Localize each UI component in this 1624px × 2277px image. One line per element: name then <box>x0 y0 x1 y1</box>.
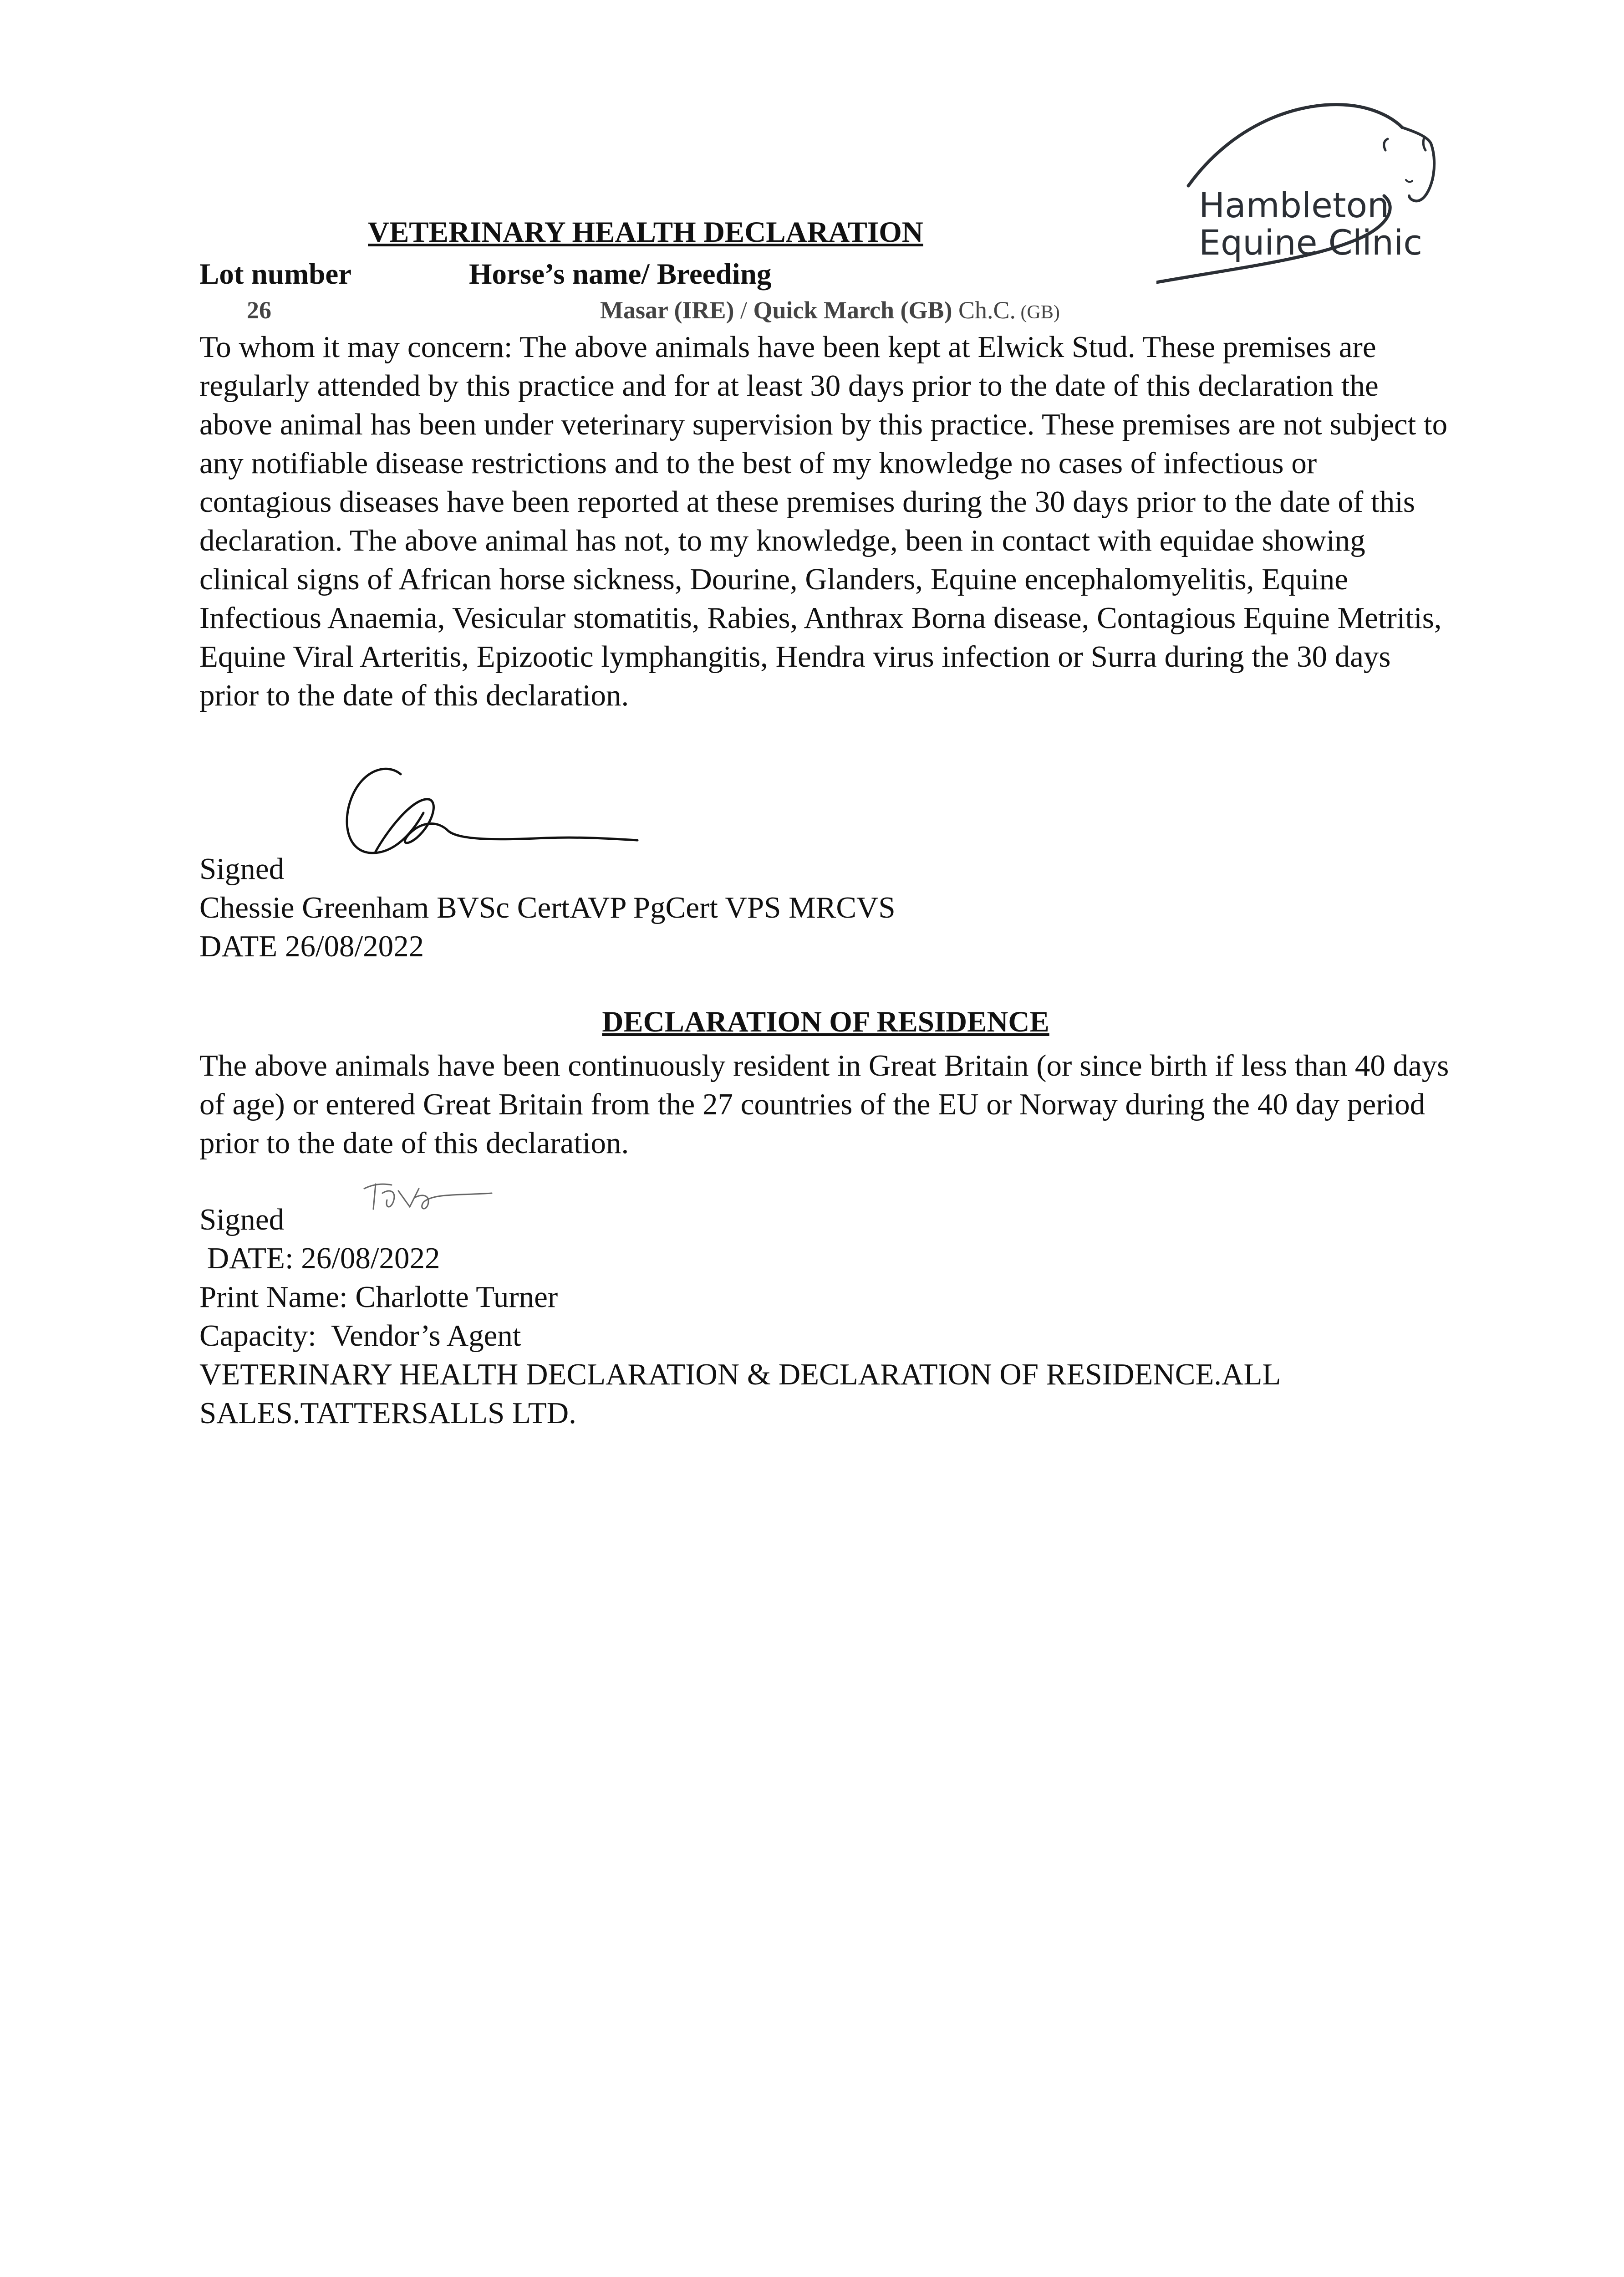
lot-number-value: 26 <box>247 296 271 324</box>
health-declaration-title: VETERINARY HEALTH DECLARATION <box>368 216 923 249</box>
breeding-separator: / <box>734 296 753 324</box>
horse-breeding <box>600 298 1060 322</box>
vet-signatory: Chessie Greenham BVSc CertAVP PgCert VPS MRCVS <box>199 891 896 924</box>
agent-signed-label: Signed <box>199 1203 285 1236</box>
footer-line-2: SALES.TATTERSALLS LTD. <box>199 1396 576 1430</box>
residence-declaration-title: DECLARATION OF RESIDENCE <box>602 1006 1049 1038</box>
horse-origin: (GB) <box>1016 302 1060 323</box>
vet-signature-image <box>332 754 651 872</box>
horse-colour: Ch.C. <box>952 296 1016 324</box>
vet-date: DATE 26/08/2022 <box>199 929 424 963</box>
lot-number-header: Lot number <box>199 258 352 291</box>
residence-declaration-body: The above animals have been continuously resident in Great Britain (or since birth if less than 40 days of age) or entered Great Britain from the 27 countries of the EU or Norway during the 40 day period prior to the date of this declaration. <box>199 1049 1449 1160</box>
clinic-logo <box>1156 91 1448 301</box>
health-declaration-body: To whom it may concern: The above animals have been kept at Elwick Stud. These premises are regularly attended by this practice and for at least 30 days prior to the date of this declaration the above animal has been under veterinary supervision by this practice. These premises are not subject to any notifiable disease restrictions and to the best of my knowledge no cases of infectious or contagious diseases have been reported at these premises during the 30 days prior to the date of this declaration. The above animal has not, to my knowledge, been in contact with equidae showing clinical signs of African horse sickness, Dourine, Glanders, Equine encephalomyelitis, Equine Infectious Anaemia, Vesicular stomatitis, Rabies, Anthrax Borna disease, Contagious Equine Metritis, Equine Viral Arteritis, Epizootic lymphangitis, Hendra virus infection or Surra during the 30 days prior to the date of this declaration. <box>199 330 1448 712</box>
agent-print-name: Print Name: Charlotte Turner <box>199 1280 558 1314</box>
dam-name: Quick March (GB) <box>753 296 952 324</box>
agent-capacity: Capacity: Vendor’s Agent <box>199 1319 521 1353</box>
logo-line-1: Hambleton <box>1199 185 1390 225</box>
sire-name: Masar (IRE) <box>600 296 734 324</box>
vet-signed-label: Signed <box>199 852 285 886</box>
footer-line-1: VETERINARY HEALTH DECLARATION & DECLARATION OF RESIDENCE.ALL <box>199 1358 1281 1391</box>
horse-name-header: Horse’s name/ Breeding <box>469 258 772 291</box>
logo-line-2: Equine Clinic <box>1199 222 1422 263</box>
agent-date: DATE: 26/08/2022 <box>199 1241 440 1275</box>
agent-signature-image <box>355 1170 501 1225</box>
